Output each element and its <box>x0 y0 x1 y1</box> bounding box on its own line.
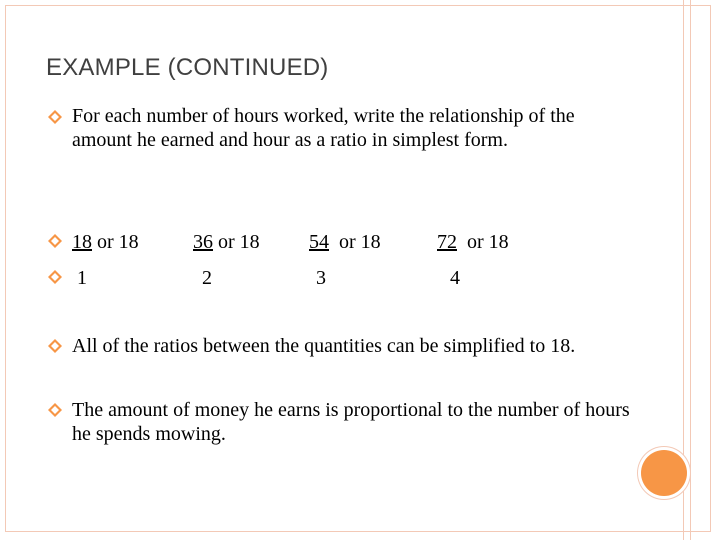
ratio-1-top <box>72 230 139 254</box>
bullet-icon <box>48 234 62 248</box>
paragraph-proportional: The amount of money he earns is proportional to the number of hours he spends mowing. <box>72 399 630 445</box>
ratio-3-top <box>309 230 381 254</box>
ratio-3-simplified: or 18 <box>329 231 381 253</box>
ratio-4-simplified: or 18 <box>457 231 509 253</box>
ratio-2-denominator: 2 <box>202 267 212 289</box>
ratio-2-top <box>193 230 260 254</box>
ratio-4-top <box>437 230 509 254</box>
bullet-icon <box>48 270 62 284</box>
ratio-1-numerator: 18 <box>72 231 92 253</box>
paragraph-simplified: All of the ratios between the quantities can be simplified to 18. <box>72 335 576 357</box>
ratio-3-denominator: 3 <box>316 267 326 289</box>
bullet-icon <box>48 110 62 124</box>
ratio-3-numerator: 54 <box>309 231 329 253</box>
decorative-circle <box>641 450 687 496</box>
right-rail-line-2 <box>690 0 691 540</box>
right-rail-line <box>683 0 684 540</box>
ratio-1-denominator: 1 <box>77 267 87 289</box>
ratio-2-simplified: or 18 <box>213 231 260 253</box>
ratio-4-denominator: 4 <box>450 267 460 289</box>
bullet-icon <box>48 339 62 353</box>
ratio-2-numerator: 36 <box>193 231 213 253</box>
paragraph-instructions: For each number of hours worked, write the relationship of the amount he earned and hour as a ratio in simplest form. <box>72 105 575 151</box>
ratio-4-numerator: 72 <box>437 231 457 253</box>
ratio-1-simplified: or 18 <box>92 231 139 253</box>
slide-frame <box>5 5 711 532</box>
bullet-icon <box>48 403 62 417</box>
slide-title: EXAMPLE (CONTINUED) <box>46 54 329 81</box>
